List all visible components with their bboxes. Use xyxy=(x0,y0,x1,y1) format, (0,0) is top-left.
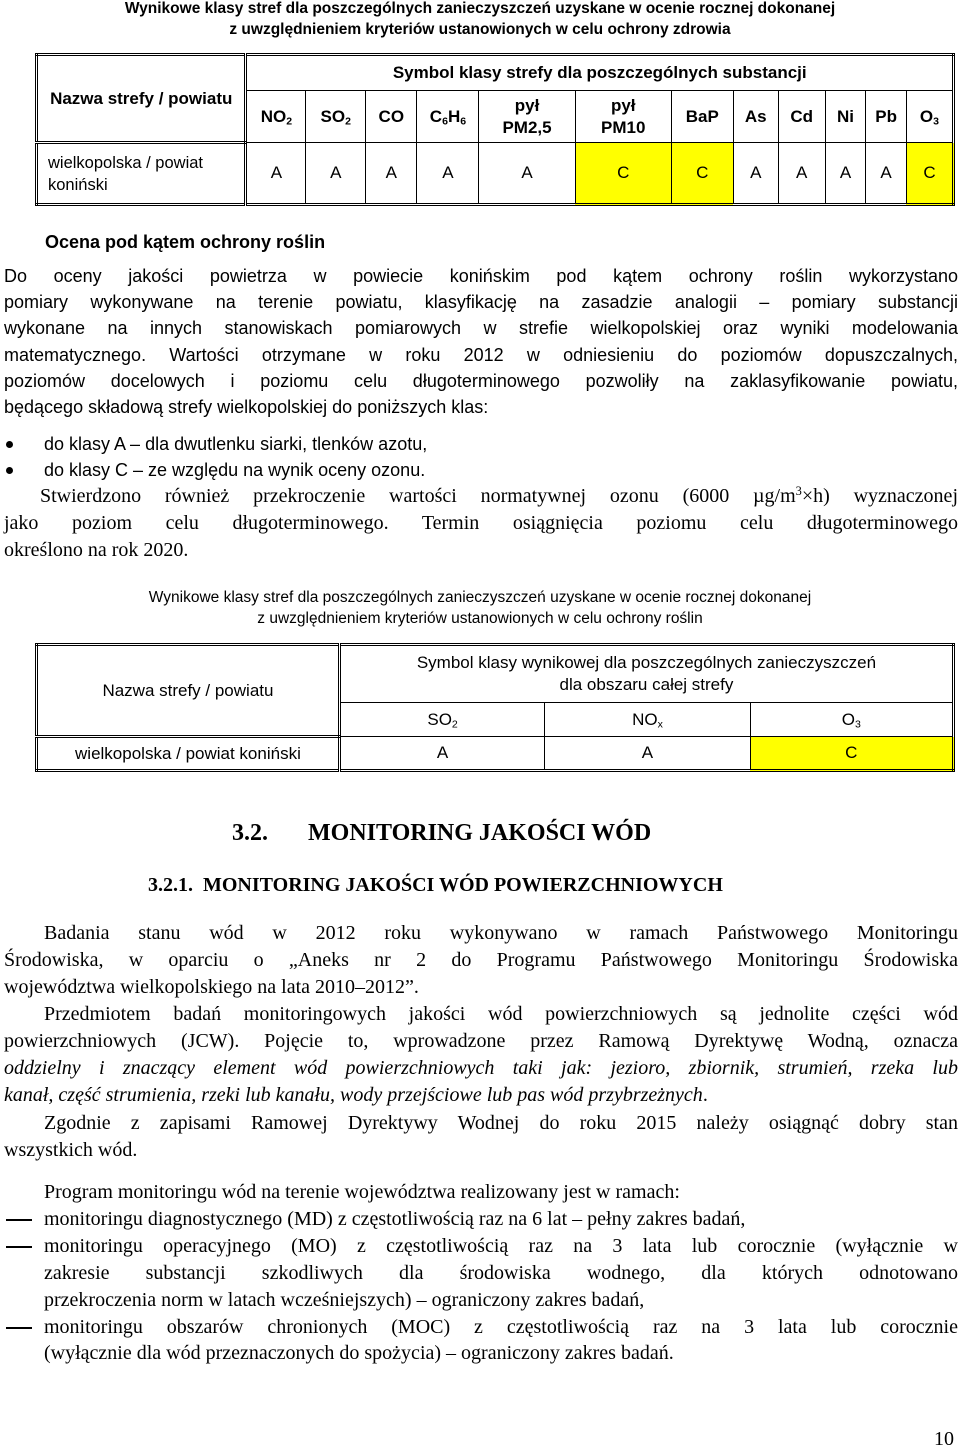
table2-substance-header xyxy=(339,703,544,737)
plants-heading: Ocena pod kątem ochrony roślin xyxy=(45,232,326,252)
program-items xyxy=(4,1206,958,1367)
dash-icon xyxy=(6,1219,32,1221)
table1-class-cell: A xyxy=(306,143,366,205)
dash-icon xyxy=(6,1246,32,1248)
table1-substance-header xyxy=(306,91,366,143)
water-p2-line-1: Przedmiotem badań monitoringowych jakości wód powierzchniowych są jednolite części wód xyxy=(44,1003,958,1025)
table1-zone-header: Nazwa strefy / powiatu xyxy=(37,55,246,143)
table1-class-cell: A xyxy=(246,143,306,205)
substance-symbol: Cd xyxy=(790,106,814,126)
table1-substance-header xyxy=(906,91,953,143)
page-number: 10 xyxy=(934,1428,954,1450)
substance-symbol: NO xyxy=(260,106,287,126)
substance-subscript: 3 xyxy=(855,718,861,731)
program-item xyxy=(4,1233,958,1314)
program-item-line: zakresie substancji szkodliwych dla środowiska wodnego, dla których odnotowano xyxy=(44,1261,958,1284)
table1-class-cell: A xyxy=(825,143,866,205)
water-paragraph-2 xyxy=(4,1001,958,1109)
program-item-line: monitoringu diagnostycznego (MD) z częstotliwością raz na 6 lat – pełny zakres badań, xyxy=(44,1207,746,1230)
plants-bullet-item xyxy=(4,431,958,457)
plants-line: Do oceny jakości powietrza w powiecie konińskim pod kątem ochrony roślin wykorzystano xyxy=(4,266,958,286)
water-p2-line-2: powierzchniowych (JCW). Pojęcie to, wprowadzone przez Ramową Dyrektywę Wodną, oznacza xyxy=(4,1029,958,1052)
substance-subscript: 3 xyxy=(933,115,939,128)
substance-symbol: pył xyxy=(610,95,636,115)
subsection-number: 3.2.1. xyxy=(148,874,193,896)
substance-subscript: 2 xyxy=(345,115,351,128)
ozone-line-2: jako poziom celu długoterminowego. Termin osiągnięcia poziomu celu długoterminowego xyxy=(4,511,958,534)
table1-zone-name: wielkopolska / powiat koniński xyxy=(37,143,246,205)
table1-caption-line2: z uwzględnieniem kryteriów ustanowionych w celu ochrony zdrowia xyxy=(229,21,731,38)
table2-caption-line2: z uwzględnieniem kryteriów ustanowionych w celu ochrony roślin xyxy=(257,610,703,627)
water-p2-line-4 xyxy=(4,1082,958,1109)
substance-symbol: As xyxy=(744,106,767,126)
table1-substance-header xyxy=(671,91,733,143)
table1-class-cell: A xyxy=(417,143,479,205)
substance-subscript: x xyxy=(657,718,663,731)
plants-bullet-item xyxy=(4,457,958,483)
program-item-line: monitoringu operacyjnego (MO) z częstotliwością raz na 3 lata lub corocznie (wyłącznie w xyxy=(44,1234,958,1257)
table2-zone-name: wielkopolska / powiat koniński xyxy=(37,737,340,771)
program-item-line: (wyłącznie dla wód przeznaczonych do spożycia) – ograniczony zakres badań. xyxy=(44,1342,674,1365)
table2-substance-header xyxy=(545,703,750,737)
substance-symbol: Pb xyxy=(875,106,897,126)
substance-subscript: 2 xyxy=(286,115,293,128)
ozone-paragraph xyxy=(4,483,958,564)
plants-paragraph xyxy=(4,263,958,420)
table1-class-cell: A xyxy=(479,143,575,205)
substance-subscript-2: 6 xyxy=(460,115,467,128)
plants-line: pomiary wykonywane na terenie powiatu, klasyfikację na zasadzie analogii – pomiary substancji xyxy=(4,292,958,313)
table1-health-classes xyxy=(35,53,955,206)
substance-symbol: O xyxy=(841,709,855,729)
water-p2-period: . xyxy=(702,1083,708,1106)
table2-class-cell: C xyxy=(750,737,953,771)
water-p2-definition-2: kanał, część strumienia, rzeki lub kanału, wody przejściowe lub pas wód przybrzeżnych xyxy=(4,1083,703,1106)
water-p2-definition-1: oddzielny i znaczący element wód powierzchniowych taki jak: jezioro, zbiornik, strumień, rzeka lub xyxy=(4,1056,958,1079)
table2-caption xyxy=(0,587,960,629)
table1-class-cell: A xyxy=(733,143,778,205)
table1-class-row xyxy=(37,143,954,205)
table1-caption-line1: Wynikowe klasy stref dla poszczególnych zanieczyszczeń uzyskane w ocenie rocznej dokonanej xyxy=(124,0,836,17)
substance-symbol-2: H xyxy=(447,106,461,126)
table1-substance-header xyxy=(366,91,417,143)
substance-symbol: O xyxy=(919,106,934,126)
ozone-line-1-tail: ×h) wyznaczonej xyxy=(801,485,958,507)
section-number: 3.2. xyxy=(232,820,268,846)
plants-line: matematycznego. Wartości otrzymane w roku 2012 w odniesieniu do poziomów dopuszczalnych, xyxy=(4,344,958,365)
plants-bullet-text: do klasy C – ze względu na wynik oceny ozonu. xyxy=(44,460,426,481)
dash-icon xyxy=(6,1327,32,1329)
substance-symbol-2: PM10 xyxy=(601,117,646,137)
program-item-line: monitoringu obszarów chronionych (MOC) z częstotliwością raz na 3 lata lub corocznie xyxy=(44,1315,958,1338)
table1-substance-header xyxy=(825,91,866,143)
section-heading xyxy=(232,820,651,847)
table1-class-cell: A xyxy=(866,143,907,205)
substance-symbol: SO xyxy=(320,106,346,126)
substance-symbol: BaP xyxy=(685,106,719,126)
table2-caption-line1: Wynikowe klasy stref dla poszczególnych zanieczyszczeń uzyskane w ocenie rocznej dokonanej xyxy=(148,589,812,606)
water-paragraph-3 xyxy=(4,1110,958,1164)
table1-substance-header xyxy=(246,91,306,143)
table1-class-cell: C xyxy=(671,143,733,205)
subsection-heading xyxy=(148,874,723,897)
substance-symbol-2: PM2,5 xyxy=(502,117,552,137)
water-p1-line-1: Badania stanu wód w 2012 roku wykonywano w ramach Państwowego Monitoringu xyxy=(44,922,958,944)
table1-class-cell: A xyxy=(778,143,825,205)
substance-symbol: SO xyxy=(427,709,452,729)
program-intro: Program monitoringu wód na terenie województwa realizowany jest w ramach: xyxy=(44,1181,680,1203)
program-list xyxy=(4,1179,958,1367)
section-title: MONITORING JAKOŚCI WÓD xyxy=(308,820,652,846)
table1-substance-header xyxy=(733,91,778,143)
ozone-unit-superscript: 3 xyxy=(795,484,802,499)
table2-class-cell: A xyxy=(545,737,750,771)
plants-bullet-list xyxy=(4,431,958,483)
water-paragraph-1 xyxy=(4,920,958,1001)
table1-class-cell: C xyxy=(575,143,671,205)
substance-symbol: pył xyxy=(514,95,540,115)
substance-symbol: CO xyxy=(378,106,405,126)
bullet-icon xyxy=(6,441,13,448)
water-p3-line-2: wszystkich wód. xyxy=(4,1138,138,1161)
table2-substance-header xyxy=(750,703,953,737)
table1-substance-header xyxy=(479,91,575,143)
table1-class-cell: A xyxy=(366,143,417,205)
table1-substance-header xyxy=(866,91,907,143)
table1-substance-header xyxy=(417,91,479,143)
program-item xyxy=(4,1206,958,1233)
substance-subscript: 2 xyxy=(451,718,458,731)
substance-subscript: 6 xyxy=(442,115,448,128)
plants-line: poziomów docelowych i poziomu celu długoterminowego pozwoliły na zaklasyfikowanie powiatu, xyxy=(4,370,958,391)
ozone-line-3: określono na rok 2020. xyxy=(4,538,189,561)
table2-class-row xyxy=(37,737,954,771)
substance-symbol: NO xyxy=(632,709,658,729)
substance-symbol: C xyxy=(429,106,443,126)
table2-plant-classes xyxy=(35,643,955,772)
program-item xyxy=(4,1314,958,1368)
table1-group-header: Symbol klasy strefy dla poszczególnych substancji xyxy=(246,55,954,91)
water-p1-line-3: województwa wielkopolskiego na lata 2010–2012”. xyxy=(4,975,419,998)
ozone-line-1-text: Stwierdzono również przekroczenie wartości normatywnej ozonu (6000 µg/m xyxy=(40,485,796,507)
substance-symbol: Ni xyxy=(836,106,854,126)
table1-substance-header xyxy=(778,91,825,143)
water-p3-line-1: Zgodnie z zapisami Ramowej Dyrektywy Wodnej do roku 2015 należy osiągnąć dobry stan xyxy=(44,1112,958,1134)
bullet-icon xyxy=(6,467,13,474)
table1-class-cell: C xyxy=(906,143,953,205)
plants-bullet-text: do klasy A – dla dwutlenku siarki, tlenków azotu, xyxy=(44,434,428,454)
table1-caption xyxy=(0,0,960,40)
table2-zone-header: Nazwa strefy / powiatu xyxy=(37,645,340,737)
ozone-line-1 xyxy=(4,483,958,510)
program-item-line: przekroczenia norm w latach wcześniejszych) – ograniczony zakres badań, xyxy=(44,1288,645,1311)
water-p1-line-2: Środowiska, w oparciu o „Aneks nr 2 do Programu Państwowego Monitoringu Środowiska xyxy=(4,948,958,971)
plants-line: wykonane na innych stanowiskach pomiarowych w strefie wielkopolskiej oraz wyniki modelowania xyxy=(4,318,958,339)
table1-substance-header xyxy=(575,91,671,143)
table2-group-header: Symbol klasy wynikowej dla poszczególnych zanieczyszczeń dla obszaru całej strefy xyxy=(339,645,953,703)
table2-class-cell: A xyxy=(339,737,544,771)
subsection-title: MONITORING JAKOŚCI WÓD POWIERZCHNIOWYCH xyxy=(203,874,723,896)
plants-line: będącego składową strefy wielkopolskiej do poniższych klas: xyxy=(4,397,489,418)
